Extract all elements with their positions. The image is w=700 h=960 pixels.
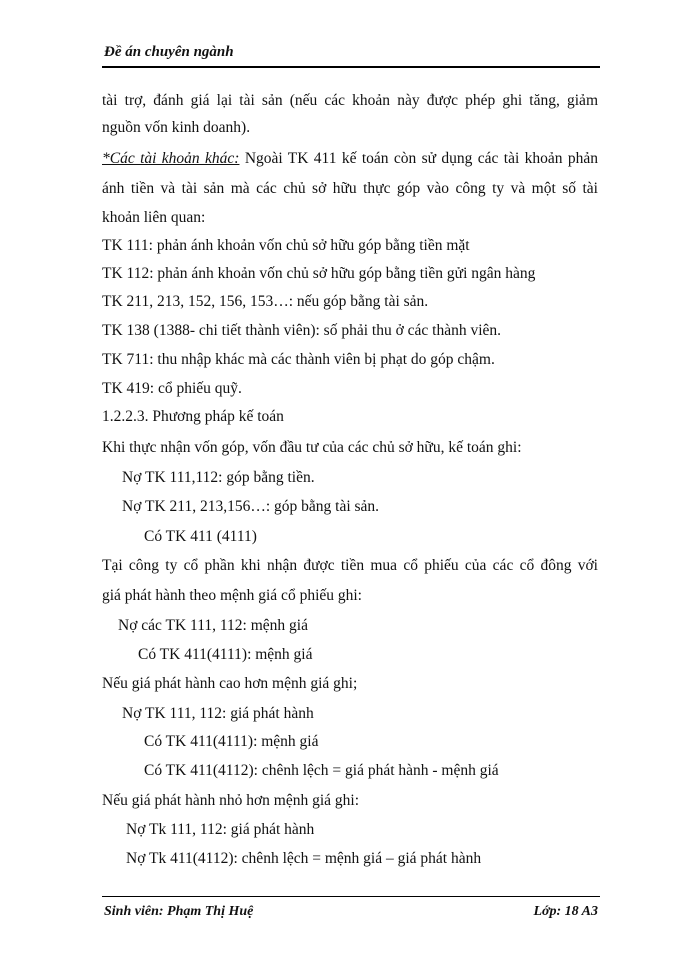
text-line: nguồn vốn kinh doanh). xyxy=(102,119,251,136)
text-line: Nợ TK 211, 213,156…: góp bằng tài sản. xyxy=(122,498,380,515)
footer-rule xyxy=(102,896,600,897)
text-line: TK 138 (1388- chi tiết thành viên): số phải thu ở các thành viên. xyxy=(102,322,502,339)
text-line: Nếu giá phát hành nhỏ hơn mệnh giá ghi: xyxy=(102,792,360,809)
text-line: Nếu giá phát hành cao hơn mệnh giá ghi; xyxy=(102,675,358,692)
text-line: Có TK 411(4111): mệnh giá xyxy=(144,733,319,750)
text-line: TK 111: phản ánh khoản vốn chủ sở hữu góp bằng tiền mặt xyxy=(102,237,470,254)
text-line: Nợ Tk 411(4112): chênh lệch = mệnh giá – giá phát hành xyxy=(126,850,482,867)
text-line: TK 112: phản ánh khoản vốn chủ sở hữu góp bằng tiền gửi ngân hàng xyxy=(102,265,536,282)
footer-class: Lớp: 18 A3 xyxy=(533,904,598,919)
text-line: giá phát hành theo mệnh giá cổ phiếu ghi: xyxy=(102,587,362,604)
text-line: Có TK 411 (4111) xyxy=(144,528,257,545)
footer-student: Sinh viên: Phạm Thị Huệ xyxy=(104,904,254,919)
text-line: Có TK 411(4112): chênh lệch = giá phát hành - mệnh giá xyxy=(144,762,499,779)
text-line xyxy=(102,150,598,168)
header-rule xyxy=(102,66,600,68)
text-line: ánh tiền và tài sản mà các chủ sở hữu thực góp vào công ty và một số tài xyxy=(102,180,598,197)
text-line: Nợ Tk 111, 112: giá phát hành xyxy=(126,821,315,838)
text-line: khoản liên quan: xyxy=(102,209,206,226)
text-line: TK 711: thu nhập khác mà các thành viên bị phạt do góp chậm. xyxy=(102,351,495,368)
text-line: tài trợ, đánh giá lại tài sản (nếu các khoản này được phép ghi tăng, giảm xyxy=(102,92,598,109)
text-line: TK 419: cổ phiếu quỹ. xyxy=(102,380,242,397)
text-line: Nợ TK 111, 112: giá phát hành xyxy=(122,705,314,722)
text-span: Ngoài TK 411 kế toán còn sử dụng các tài khoản phản xyxy=(239,150,598,167)
text-line: Nợ TK 111,112: góp bằng tiền. xyxy=(122,469,315,486)
text-line: Có TK 411(4111): mệnh giá xyxy=(138,646,313,663)
text-line: Nợ các TK 111, 112: mệnh giá xyxy=(118,617,308,634)
header-title: Đề án chuyên ngành xyxy=(104,44,234,60)
text-line: Tại công ty cổ phần khi nhận được tiền mua cổ phiếu của các cổ đông với xyxy=(102,557,598,574)
section-label: *Các tài khoản khác: xyxy=(102,150,240,167)
text-line: Khi thực nhận vốn góp, vốn đầu tư của các chủ sở hữu, kế toán ghi: xyxy=(102,439,522,456)
section-heading: 1.2.2.3. Phương pháp kế toán xyxy=(102,408,284,425)
text-line: TK 211, 213, 152, 156, 153…: nếu góp bằng tài sản. xyxy=(102,293,429,310)
